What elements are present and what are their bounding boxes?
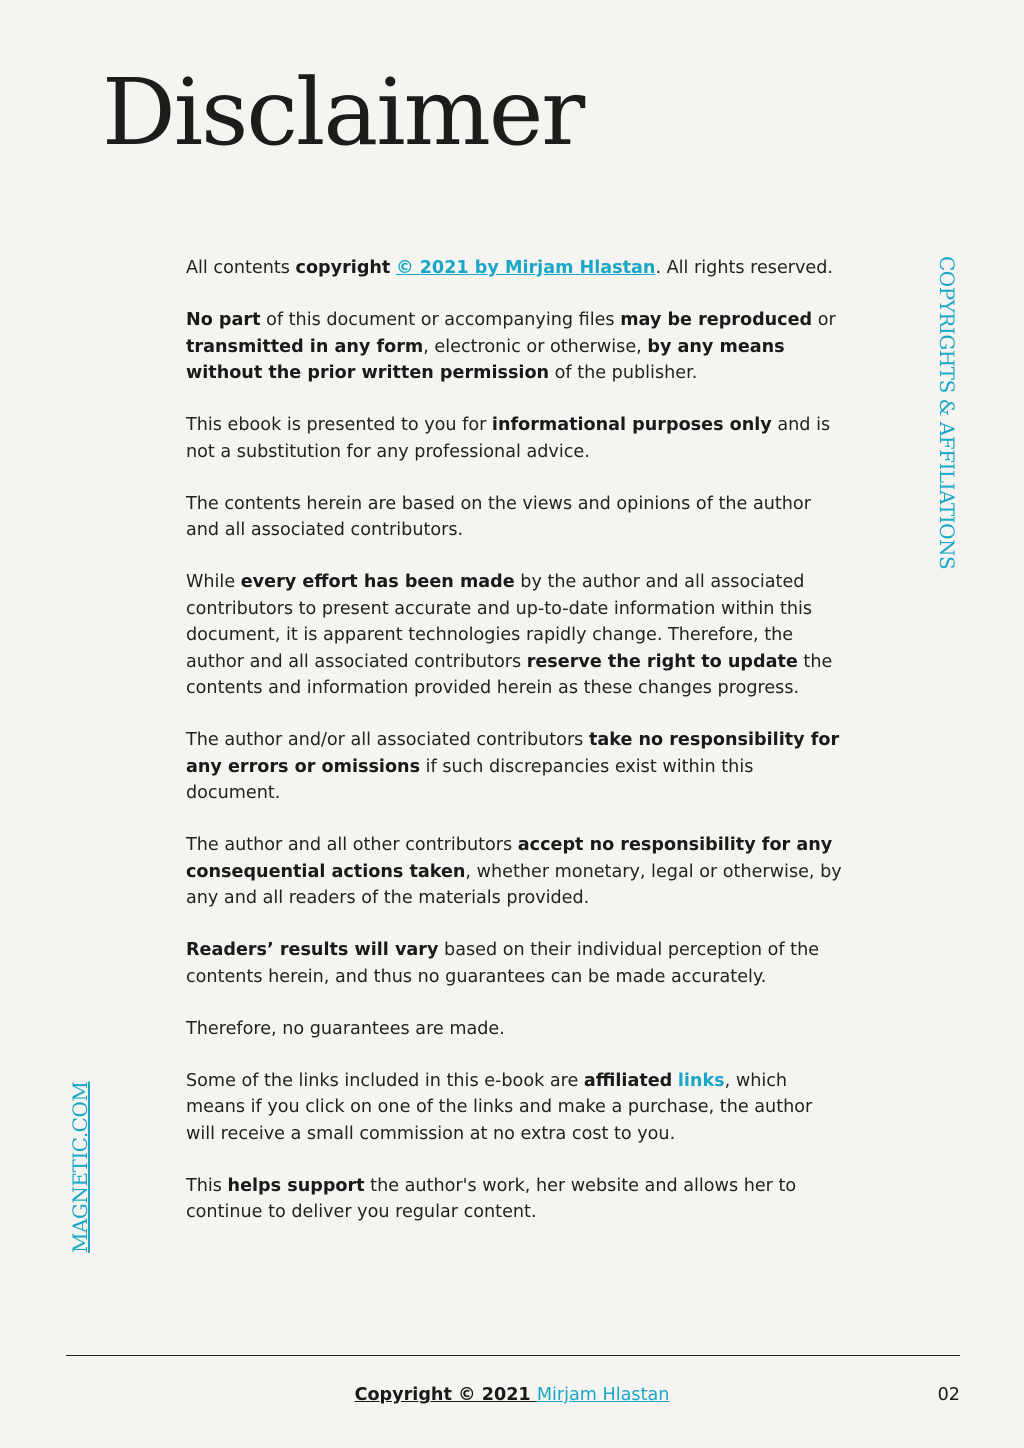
links-highlight: links [677, 1070, 725, 1091]
copyright-author-link[interactable]: © 2021 by Mirjam Hlastan [395, 258, 656, 278]
bold-text: accept no responsibility for any consequential actions taken [186, 835, 833, 882]
bold-text: reserve the right to update [526, 651, 798, 672]
text-run: by the author and all associated contributors to present accurate and up-to-date information within this document, it is apparent technologies rapidly change. Therefore, the author and all associated contributors [186, 572, 813, 672]
bold-text: transmitted in any form [186, 336, 424, 357]
text-run: , electronic or otherwise, [423, 336, 648, 357]
text-run: or [812, 310, 836, 330]
side-label-copyrights: COPYRIGHTS & AFFILIATIONS [935, 256, 959, 570]
disclaimer-paragraph [186, 307, 846, 387]
bold-text: by any means without the prior written permission [186, 336, 785, 383]
text-run: the author's work, her website and allows her to continue to deliver you regular content. [186, 1175, 797, 1222]
text-run: This [186, 1175, 228, 1196]
disclaimer-paragraph [186, 569, 846, 702]
bold-text: Readers’ results will vary [186, 940, 439, 960]
disclaimer-paragraph [186, 1068, 846, 1148]
page-title: Disclaimer [102, 59, 584, 166]
text-run: , whether monetary, legal or otherwise, by any and all readers of the materials provided. [186, 861, 842, 908]
bold-text: every effort has been made [240, 572, 515, 592]
side-link-magnetic[interactable]: MAGNETIC.COM [68, 1081, 92, 1253]
text-run: the contents and information provided herein as these changes progress. [186, 651, 833, 698]
bold-text: may be reproduced [620, 310, 813, 330]
bold-text: informational purposes only [491, 415, 772, 435]
text-run: The author and all other contributors [186, 835, 518, 855]
disclaimer-body [186, 255, 846, 1251]
bold-text: No part [186, 310, 261, 330]
text-run: All contents [186, 258, 296, 278]
disclaimer-paragraph [186, 727, 846, 807]
text-run: . All rights reserved. [655, 258, 834, 278]
text-run: and is not a substitution for any professional advice. [186, 415, 831, 462]
footer-copyright [0, 1383, 1024, 1407]
disclaimer-paragraph [186, 1173, 846, 1226]
bold-text: take no responsibility for any errors or omissions [186, 730, 840, 777]
text-run: , which means if you click on one of the links and make a purchase, the author will receive a small commission at no extra cost to you. [186, 1070, 813, 1144]
disclaimer-paragraph [186, 491, 846, 544]
text-run: While [186, 572, 241, 592]
disclaimer-paragraph [186, 832, 846, 912]
page-number: 02 [937, 1385, 960, 1405]
text-run: The contents herein are based on the views and opinions of the author and all associated contributors. [186, 493, 811, 540]
footer-copyright-text: Copyright © 2021 [354, 1385, 537, 1405]
footer-author-link[interactable]: Mirjam Hlastan [536, 1385, 670, 1405]
disclaimer-paragraph [186, 1016, 846, 1043]
text-run: based on their individual perception of the contents herein, and thus no guarantees can be made accurately. [186, 940, 820, 987]
text-run: This ebook is presented to you for [186, 415, 492, 435]
text-run: if such discrepancies exist within this document. [186, 756, 754, 803]
text-run: of this document or accompanying files [260, 310, 621, 330]
bold-text: affiliated [583, 1070, 673, 1091]
text-run: of the publisher. [549, 363, 698, 383]
bold-text: helps support [227, 1175, 365, 1196]
disclaimer-paragraph [186, 255, 846, 282]
text-run: Therefore, no guarantees are made. [186, 1018, 505, 1039]
disclaimer-paragraph [186, 412, 846, 465]
footer-divider [66, 1355, 960, 1356]
bold-text: copyright [295, 258, 391, 278]
disclaimer-paragraph [186, 937, 846, 990]
text-run: Some of the links included in this e-book are [186, 1070, 584, 1091]
text-run: The author and/or all associated contributors [186, 730, 589, 750]
